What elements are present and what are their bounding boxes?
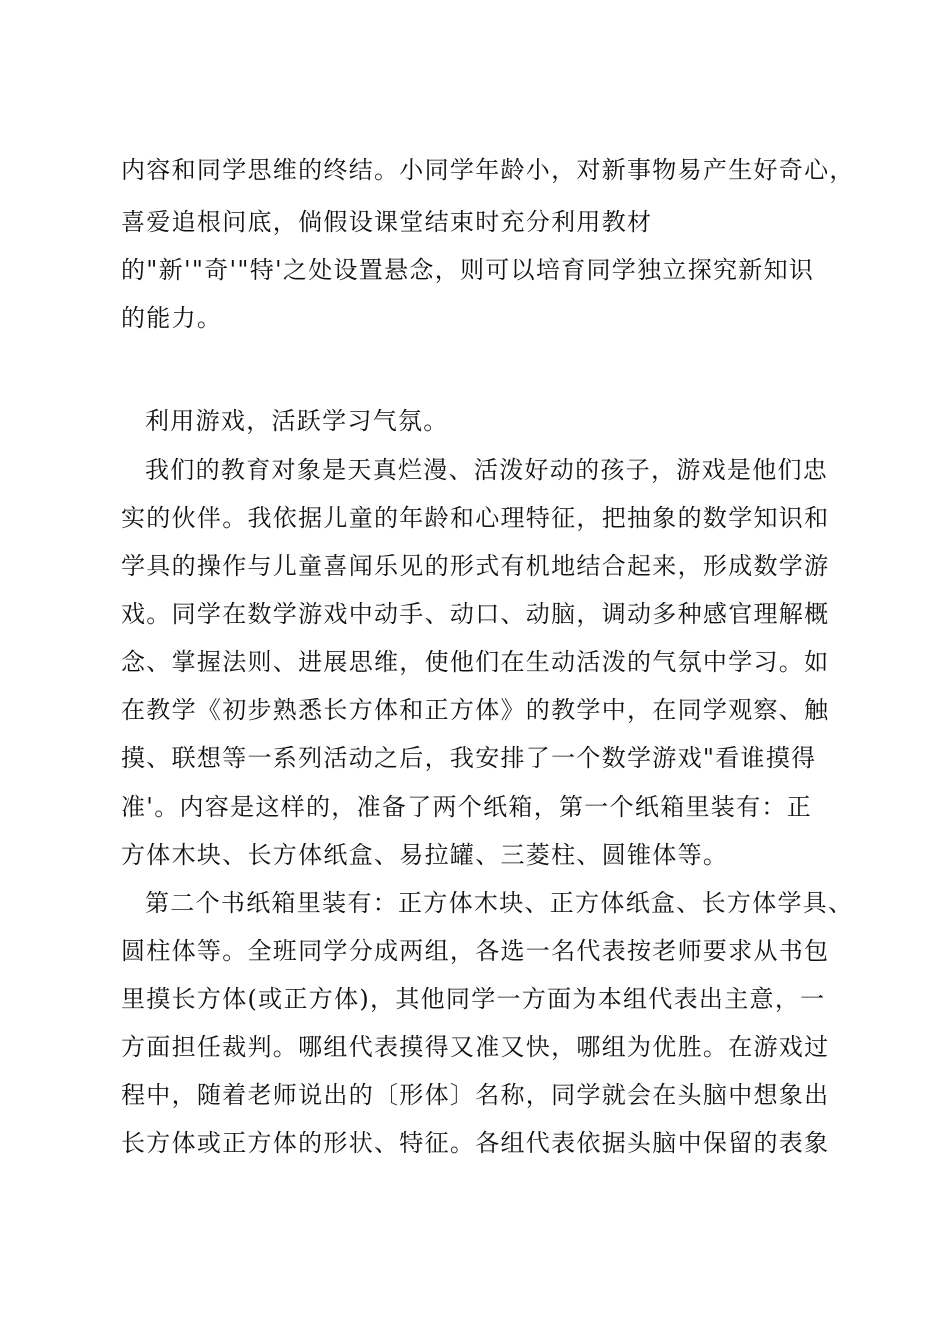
text-line: 里摸长方体(或正方体)，其他同学一方面为本组代表出主意，一 xyxy=(121,985,826,1013)
text-line: 在教学《初步熟悉长方体和正方体》的教学中，在同学观察、触 xyxy=(121,696,830,724)
text-line: 准'。内容是这样的，准备了两个纸箱，第一个纸箱里装有：正 xyxy=(121,793,812,821)
text-line: 方体木块、长方体纸盒、易拉罐、三菱柱、圆锥体等。 xyxy=(121,841,729,869)
text-line: 戏。同学在数学游戏中动手、动口、动脑，调动多种感官理解概 xyxy=(121,600,830,628)
text-line: 实的伙伴。我依据儿童的年龄和心理特征，把抽象的数学知识和 xyxy=(121,504,830,532)
text-line: 程中，随着老师说出的〔形体〕名称，同学就会在头脑中想象出 xyxy=(121,1081,830,1109)
section-heading: 利用游戏，活跃学习气氛。 xyxy=(145,407,449,435)
text-line: 学具的操作与儿童喜闻乐见的形式有机地结合起来，形成数学游 xyxy=(121,552,830,580)
text-line: 长方体或正方体的形状、特征。各组代表依据头脑中保留的表象 xyxy=(121,1129,830,1157)
text-line: 内容和同学思维的终结。小同学年龄小，对新事物易产生好奇心， xyxy=(121,156,855,184)
paragraph-first-line: 第二个书纸箱里装有：正方体木块、正方体纸盒、长方体学具、 xyxy=(145,889,854,917)
text-line: 念、掌握法则、进展思维，使他们在生动活泼的气氛中学习。如 xyxy=(121,648,830,676)
text-line: 方面担任裁判。哪组代表摸得又准又快，哪组为优胜。在游戏过 xyxy=(121,1033,830,1061)
text-line: 喜爱追根问底，倘假设课堂结束时充分利用教材 xyxy=(121,208,653,236)
text-line: 的"新'"奇'"特'之处设置悬念，则可以培育同学独立探究新知识 xyxy=(121,256,815,284)
paragraph-first-line: 我们的教育对象是天真烂漫、活泼好动的孩子，游戏是他们忠 xyxy=(145,456,829,484)
text-line: 的能力。 xyxy=(121,304,223,332)
text-line: 摸、联想等一系列活动之后，我安排了一个数学游戏"看谁摸得 xyxy=(121,744,817,772)
text-line: 圆柱体等。全班同学分成两组，各选一名代表按老师要求从书包 xyxy=(121,937,830,965)
